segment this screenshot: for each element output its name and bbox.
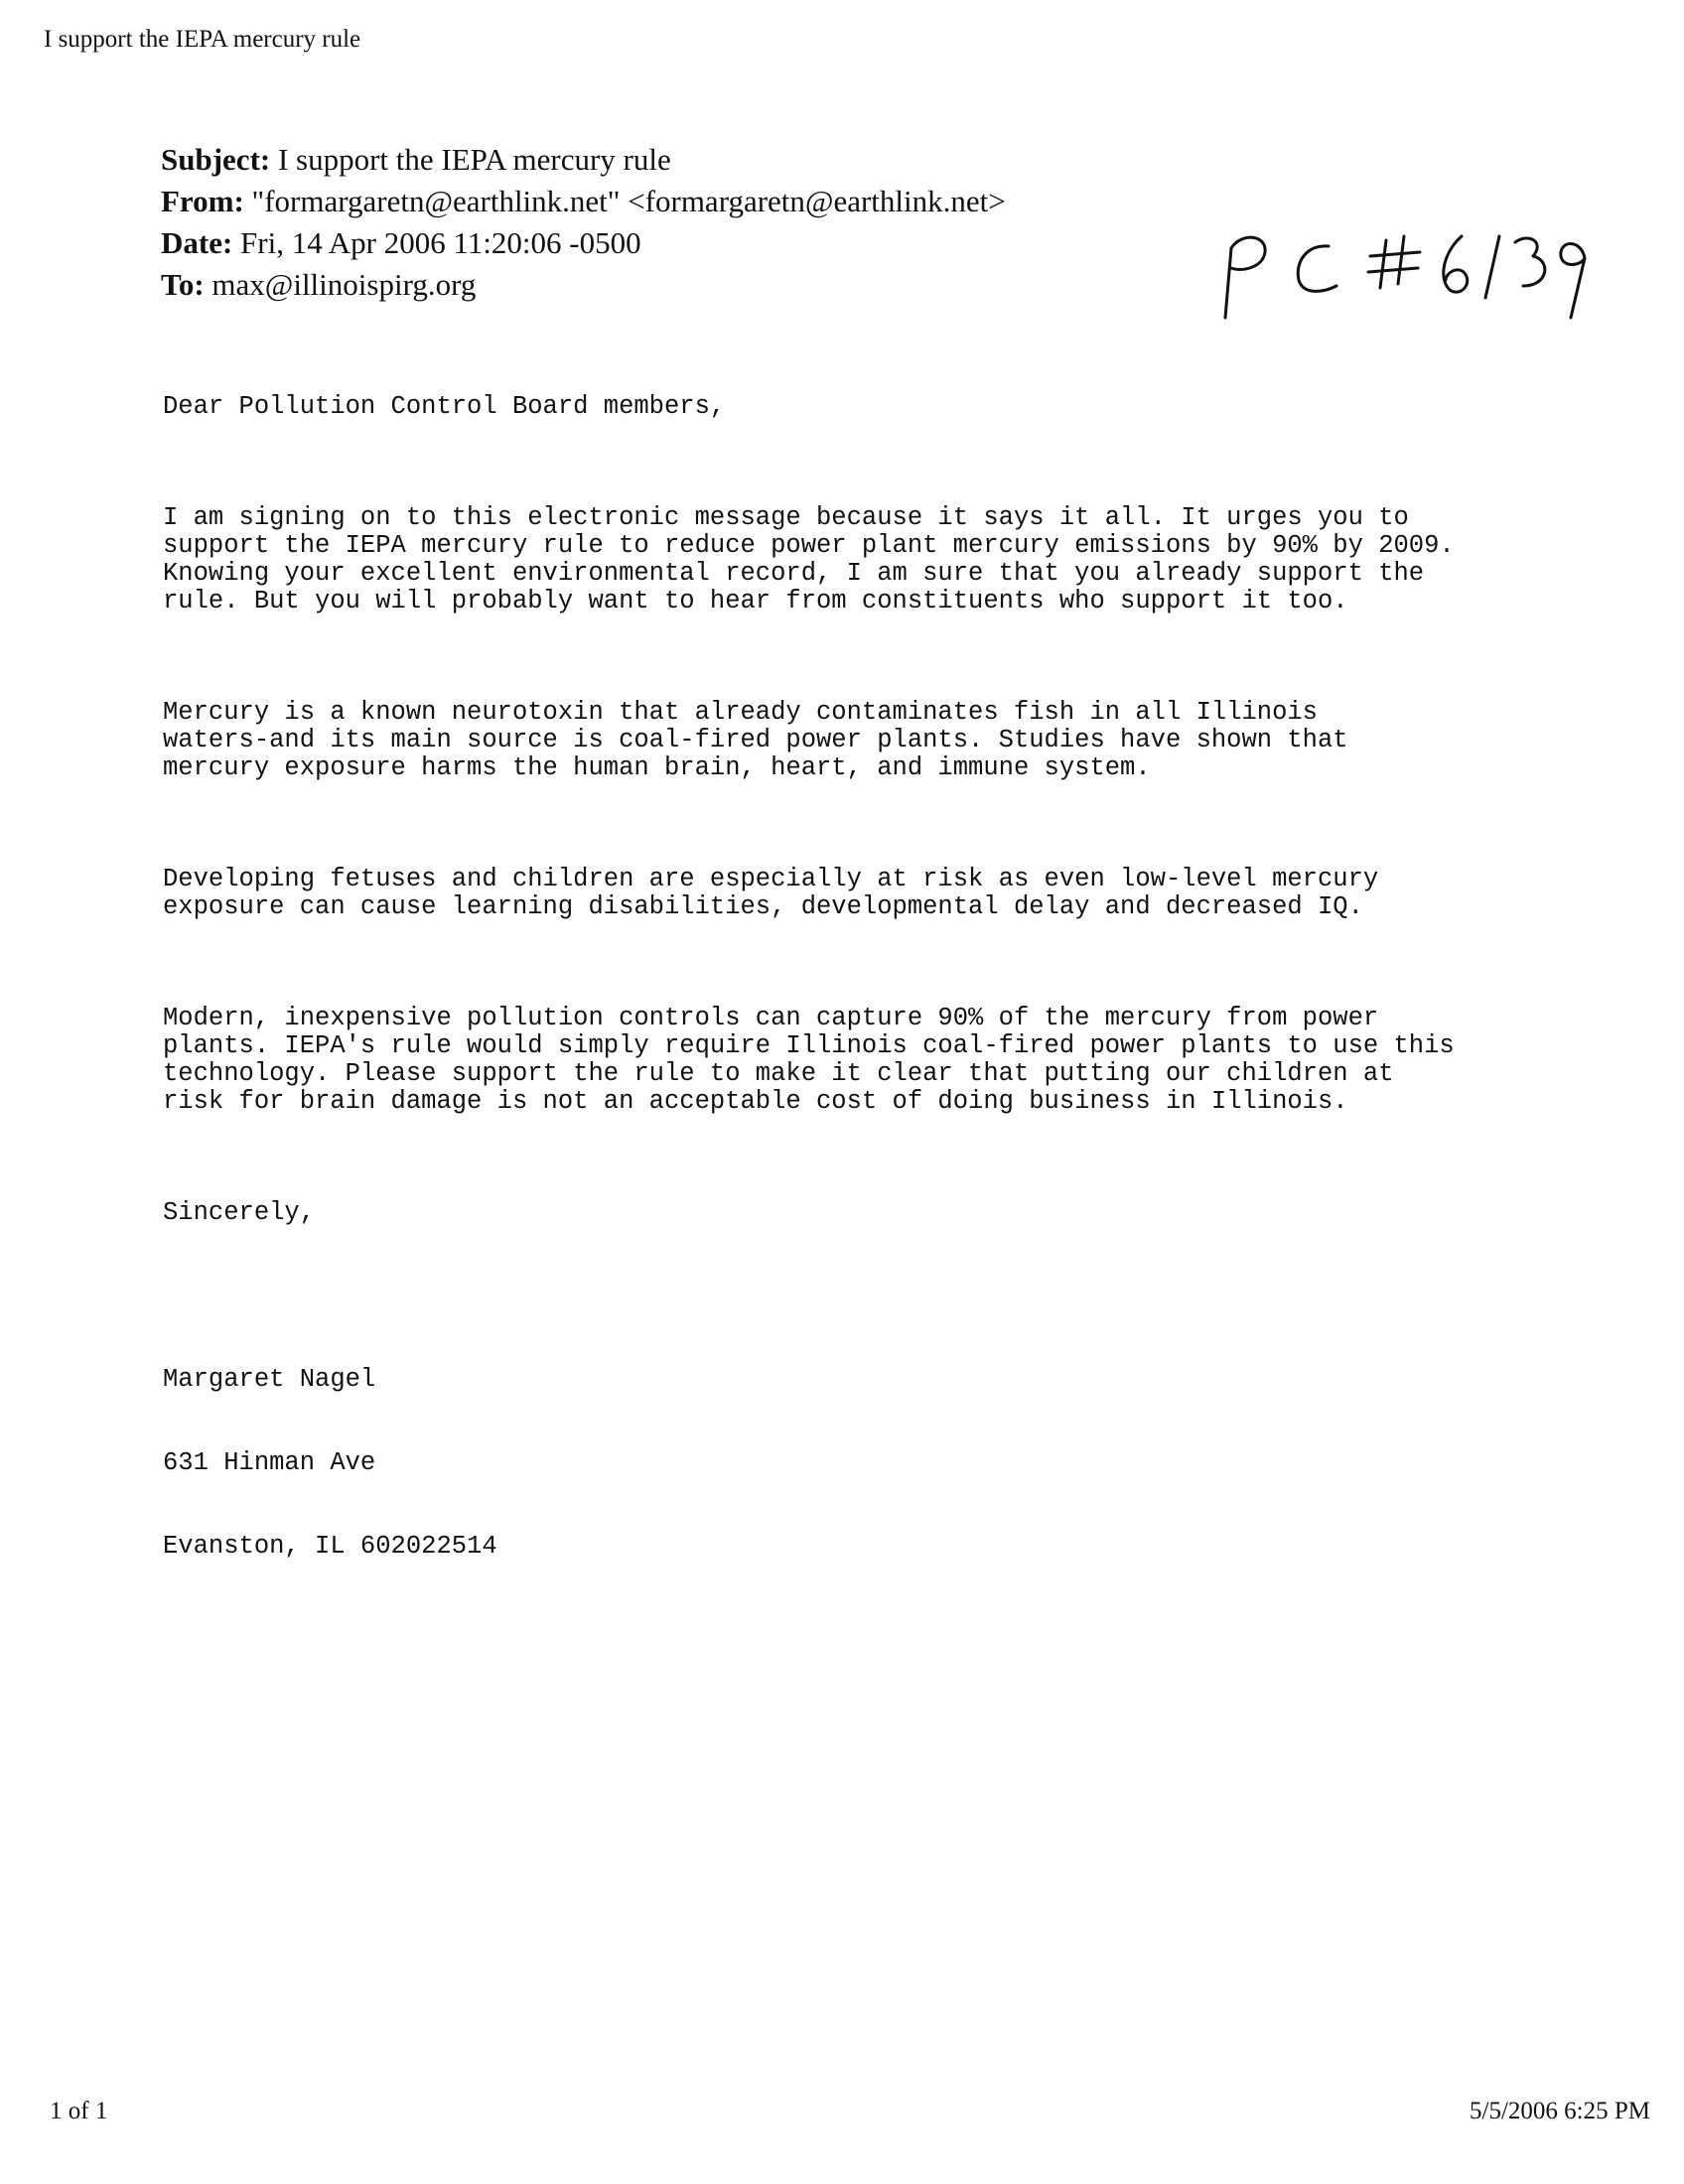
closing: Sincerely,	[163, 1198, 316, 1227]
page-count: 1 of 1	[50, 2098, 108, 2124]
to-value: max@illinoispirg.org	[211, 267, 477, 302]
from-label: From:	[161, 184, 244, 218]
signature-street: 631 Hinman Ave	[163, 1448, 376, 1477]
subject-value: I support the IEPA mercury rule	[277, 142, 671, 177]
to-line	[161, 264, 1006, 306]
signature-city: Evanston, IL 602022514	[163, 1532, 497, 1561]
subject-label: Subject:	[161, 142, 271, 177]
handwritten-docket-number	[1211, 218, 1589, 328]
page-header-title: I support the IEPA mercury rule	[44, 26, 361, 53]
body-paragraph-3: Developing fetuses and children are especially at risk as even low-level mercury exposure can cause learning disabilities, developmental delay and decreased IQ.	[163, 865, 1379, 921]
body-paragraph-1: I am signing on to this electronic message because it says it all. It urges you to support the IEPA mercury rule to reduce power plant mercury emissions by 90% by 2009. Knowing your excellent environmental record, I am sure that you already support the rule. But you will probably want to hear from constituents who support it too.	[163, 503, 1455, 615]
body-paragraph-4: Modern, inexpensive pollution controls can capture 90% of the mercury from power plants. IEPA's rule would simply require Illinois coal-fired power plants to use this technology. Please support the rule to make it clear that putting our children at risk for brain damage is not an acceptable cost of doing business in Illinois.	[163, 1004, 1455, 1116]
email-body	[163, 338, 1573, 1644]
date-value: Fri, 14 Apr 2006 11:20:06 -0500	[240, 225, 641, 260]
from-value: "formargaretn@earthlink.net" <formargaretn@earthlink.net>	[251, 184, 1006, 218]
body-paragraph-2: Mercury is a known neurotoxin that already contaminates fish in all Illinois waters-and its main source is coal-fired power plants. Studies have shown that mercury exposure harms the human brain, heart, and immune system.	[163, 698, 1348, 782]
signature-block	[163, 1310, 1573, 1616]
date-line	[161, 222, 1006, 264]
signature-name: Margaret Nagel	[163, 1365, 376, 1394]
from-line	[161, 181, 1006, 222]
email-headers	[161, 139, 1006, 306]
date-label: Date:	[161, 225, 233, 260]
subject-line	[161, 139, 1006, 181]
printed-timestamp: 5/5/2006 6:25 PM	[1470, 2098, 1650, 2124]
salutation: Dear Pollution Control Board members,	[163, 392, 726, 421]
to-label: To:	[161, 267, 205, 302]
